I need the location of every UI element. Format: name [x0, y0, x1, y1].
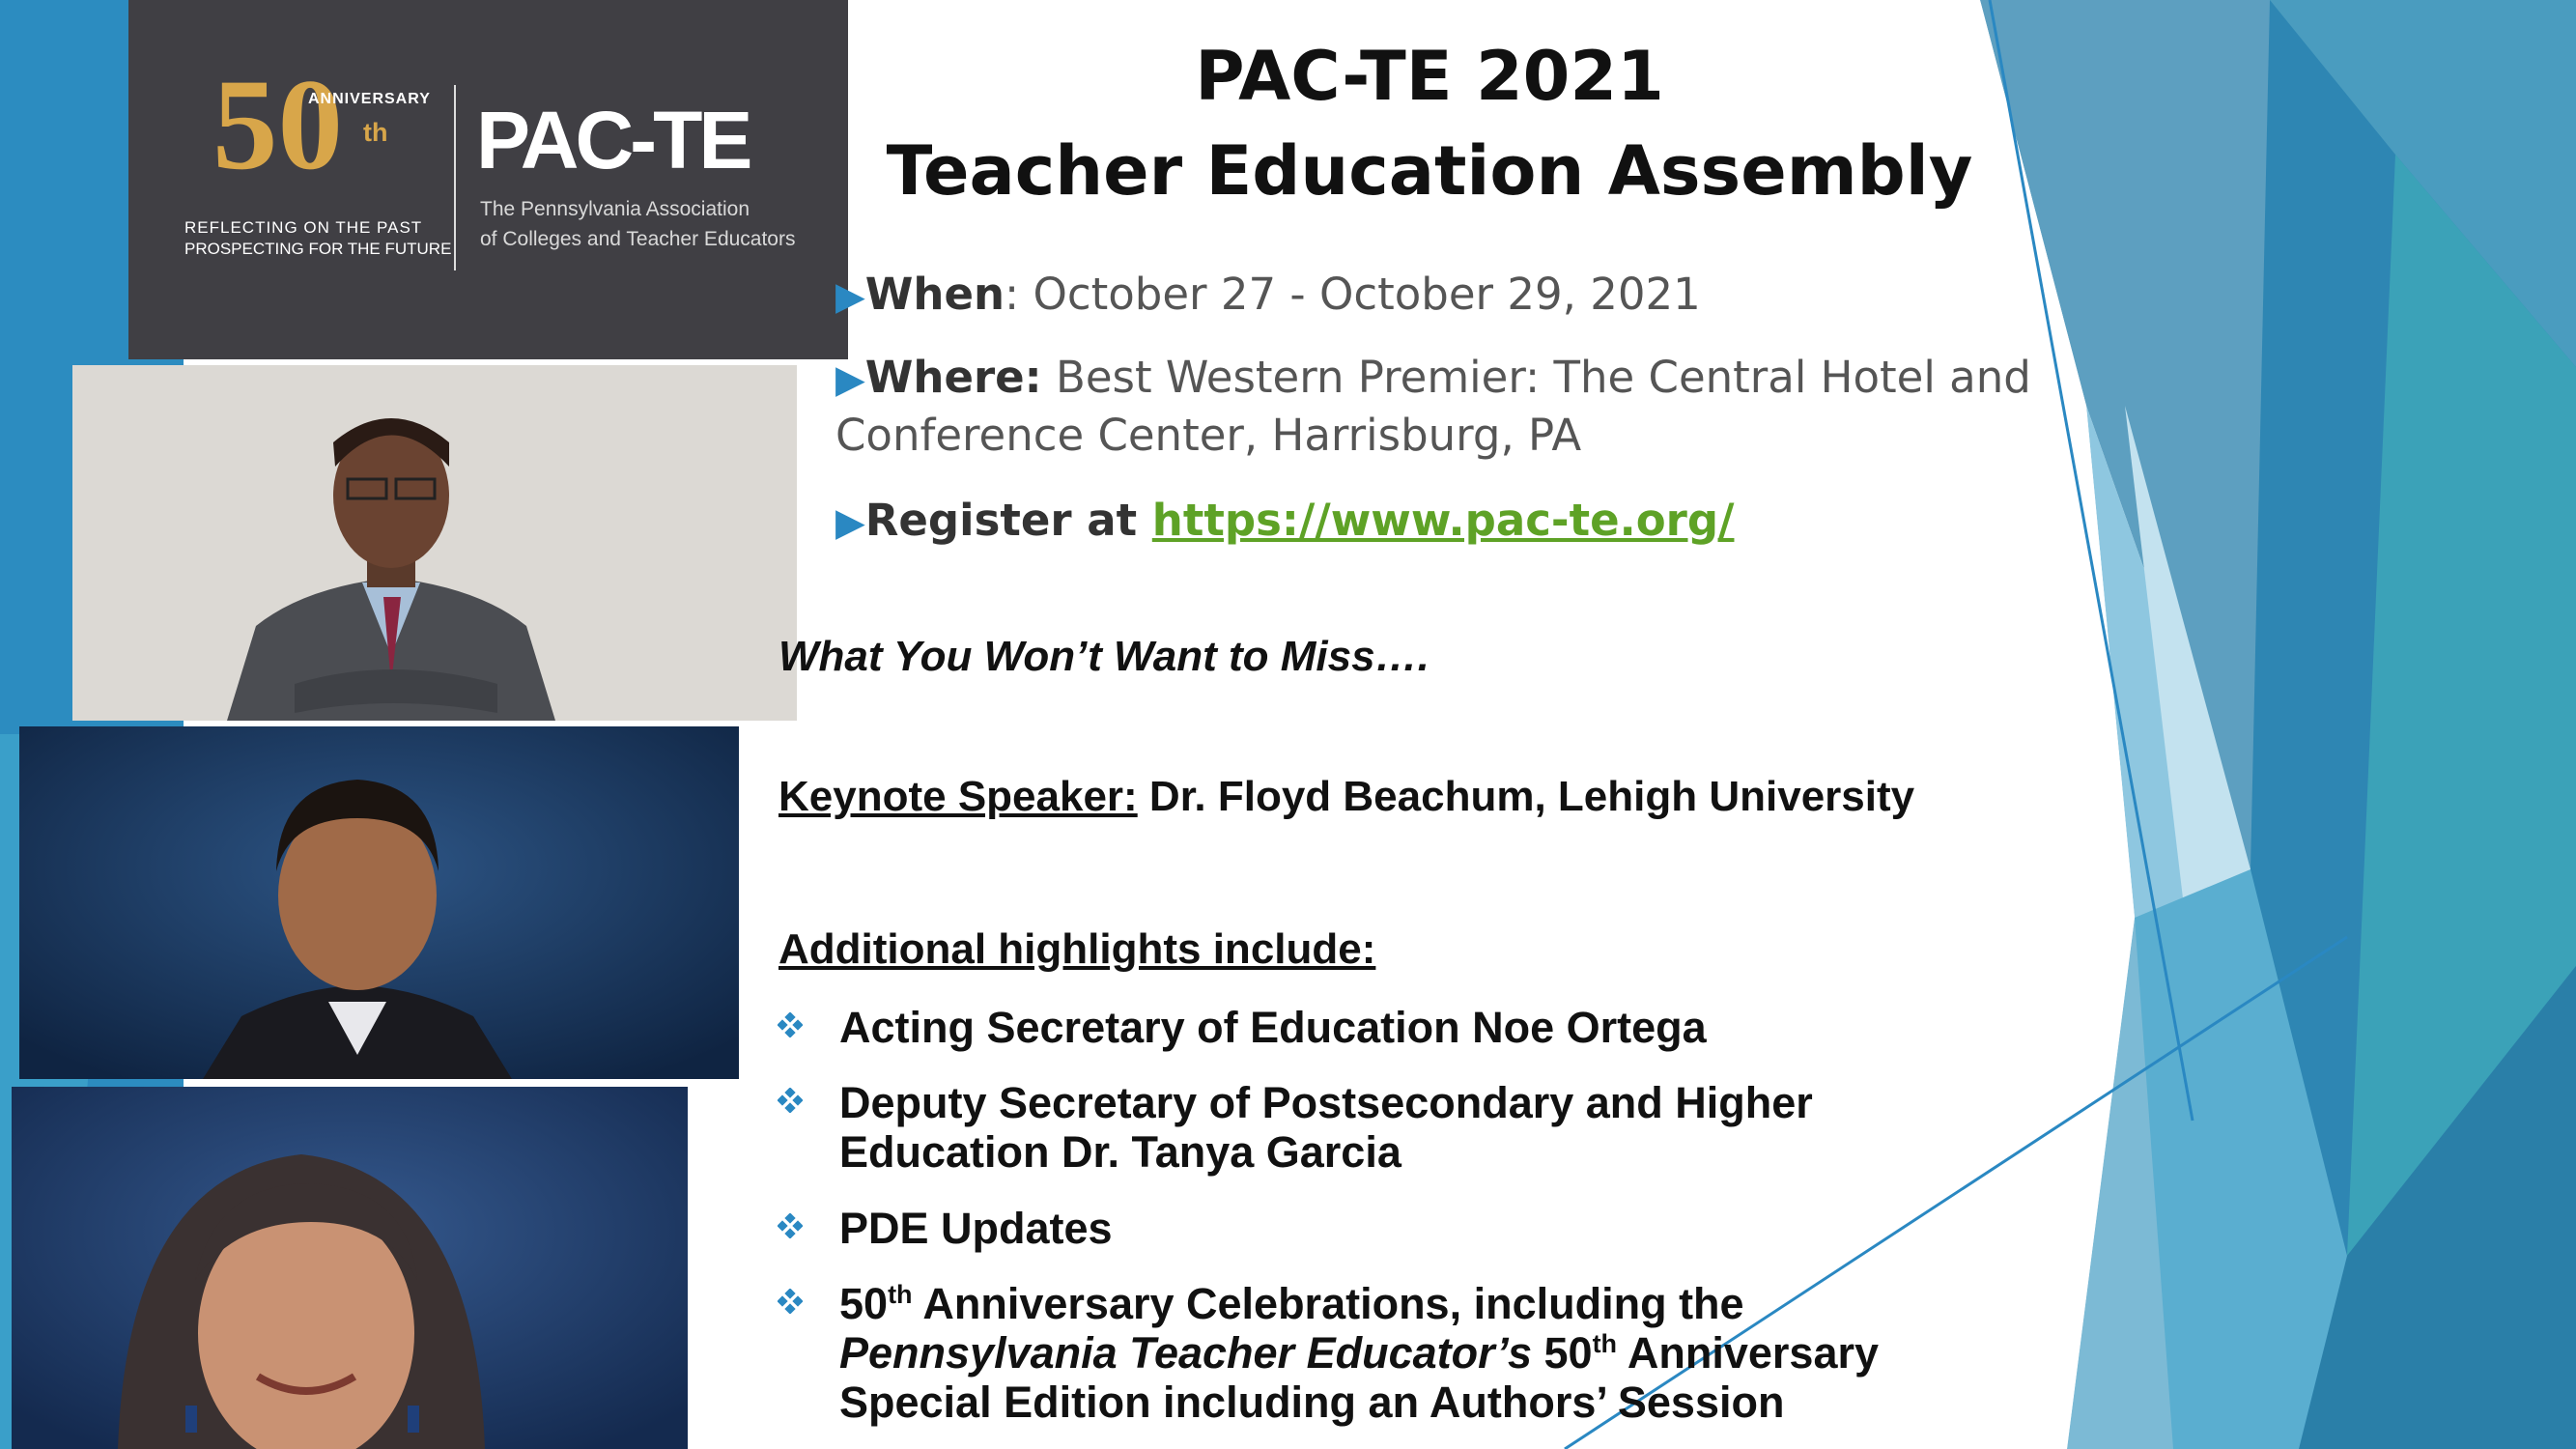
anniversary-word: ANNIVERSARY — [308, 91, 431, 107]
diamond-bullet-icon — [778, 1213, 803, 1238]
tagline-reflecting: REFLECTING ON THE PAST — [184, 218, 423, 237]
photo-1-figure — [72, 365, 797, 721]
highlight-item-2-line2: Education Dr. Tanya Garcia — [839, 1127, 1401, 1177]
page-title-line2: Teacher Education Assembly — [886, 131, 1973, 211]
when-line — [835, 269, 1701, 320]
miss-heading: What You Won’t Want to Miss…. — [778, 633, 1430, 680]
where-line — [835, 352, 2031, 403]
keynote-value: Dr. Floyd Beachum, Lehigh University — [1137, 773, 1915, 820]
org-name-line2: of Colleges and Teacher Educators — [480, 228, 796, 250]
highlights-heading: Additional highlights include: — [778, 925, 1376, 973]
arrow-icon: ▶ — [835, 274, 865, 319]
logo-divider — [454, 85, 456, 270]
logo-panel — [128, 0, 848, 359]
highlight-item-1-text: Acting Secretary of Education Noe Ortega — [839, 1003, 1707, 1052]
diamond-bullet-icon — [778, 1012, 803, 1037]
where-value-1: Best Western Premier: The Central Hotel and — [1041, 352, 2031, 403]
photo-2-figure — [19, 726, 739, 1079]
org-name-line1: The Pennsylvania Association — [480, 198, 750, 220]
highlight-item-4-line3: Special Edition including an Authors’ Session — [839, 1378, 1785, 1427]
keynote-label: Keynote Speaker: — [778, 773, 1138, 820]
highlight-item-4-line2: Pennsylvania Teacher Educator’s 50th Anniversary — [839, 1328, 1880, 1378]
speaker-photo-2 — [19, 726, 739, 1079]
when-value: : October 27 - October 29, 2021 — [1005, 269, 1701, 320]
where-value-2: Conference Center, Harrisburg, PA — [835, 410, 1582, 461]
where-line-2 — [835, 410, 1581, 461]
highlight-item-3-text: PDE Updates — [839, 1204, 1113, 1253]
anniversary-number: 50 — [212, 53, 343, 197]
diamond-bullet-icon — [778, 1289, 803, 1314]
pacte-wordmark: PAC-TE — [476, 95, 750, 185]
diamond-bullet-icon — [778, 1088, 803, 1113]
speaker-photo-3 — [12, 1087, 688, 1449]
highlight-item-4-line1: 50th Anniversary Celebrations, including the — [839, 1279, 1744, 1328]
tagline-prospecting: PROSPECTING FOR THE FUTURE — [184, 240, 452, 258]
keynote-line — [778, 773, 1914, 821]
register-label: Register at — [864, 495, 1152, 546]
anniversary-suffix: th — [363, 118, 388, 147]
photo-3-figure — [12, 1087, 688, 1449]
arrow-icon: ▶ — [835, 357, 865, 402]
register-link[interactable]: https://www.pac-te.org/ — [1151, 495, 1735, 546]
speaker-photo-1 — [72, 365, 797, 721]
when-label: When — [864, 269, 1005, 320]
register-line — [835, 495, 1734, 546]
where-label: Where: — [864, 352, 1042, 403]
page-title-line1: PAC-TE 2021 — [1195, 37, 1664, 116]
highlight-item-2-line1: Deputy Secretary of Postsecondary and Higher — [839, 1078, 1813, 1127]
arrow-icon: ▶ — [835, 500, 865, 545]
